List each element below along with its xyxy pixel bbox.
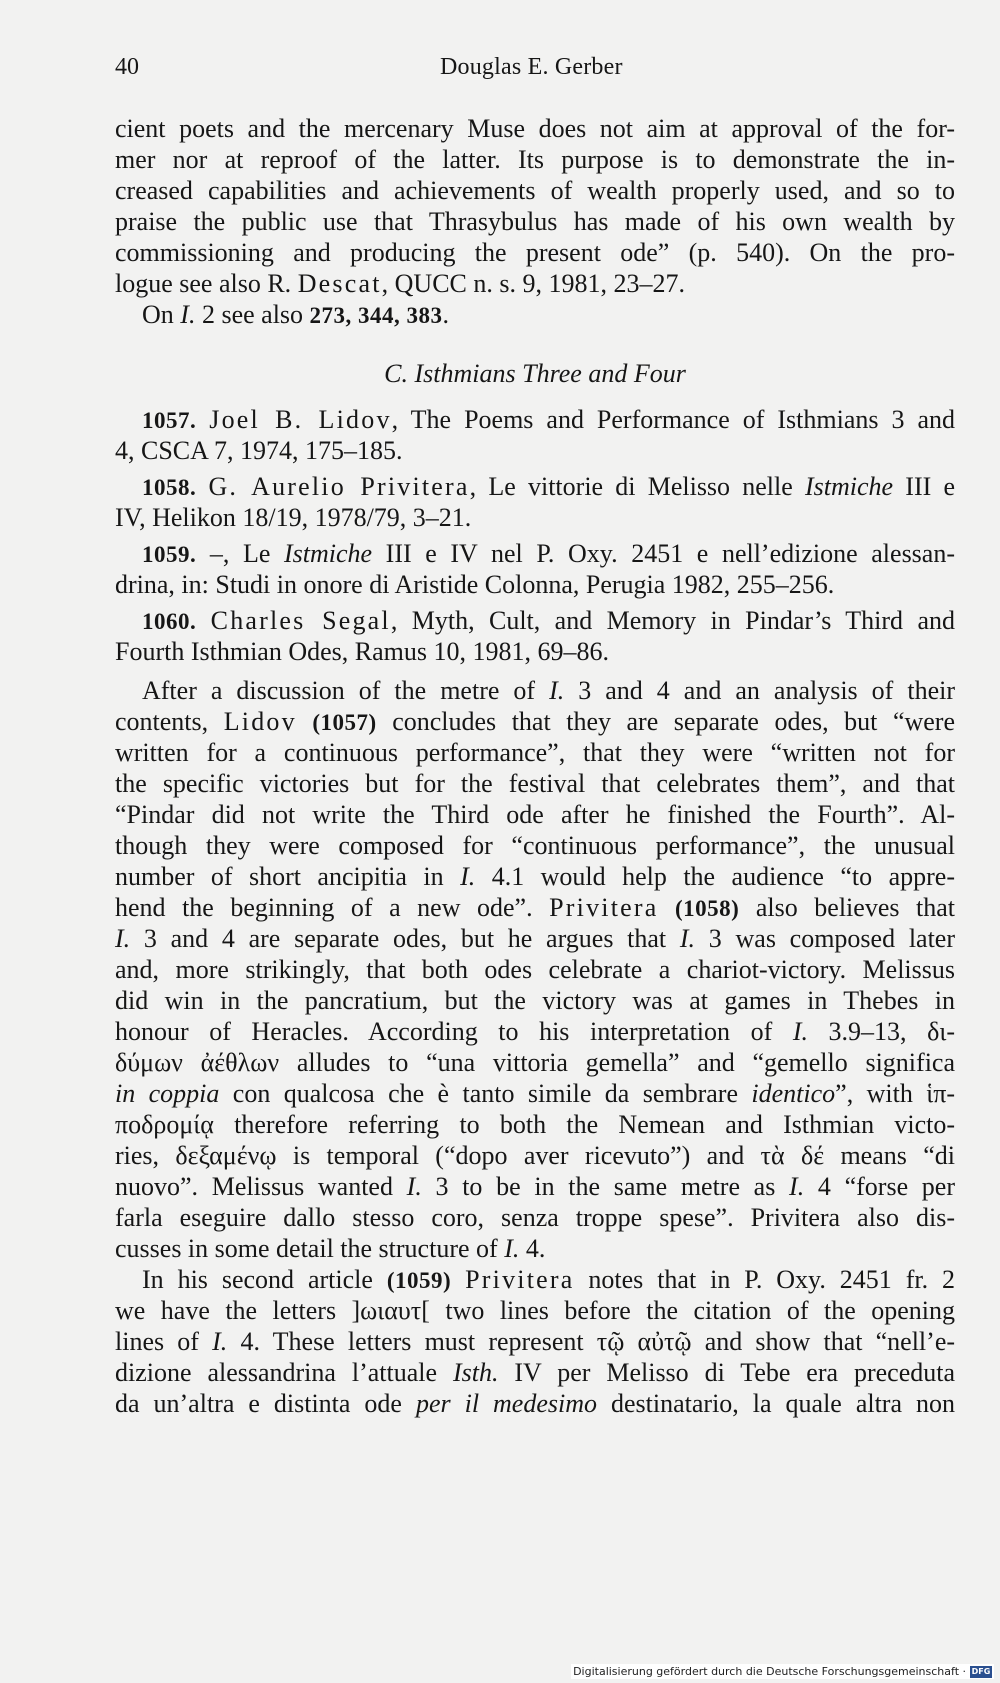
text-line: [115, 1171, 955, 1202]
paragraph: [115, 675, 955, 1264]
text-span: 4 “forse per: [804, 1172, 955, 1201]
text-span: Istmiche: [804, 472, 894, 501]
text-span: 3 and 4 are separate odes, but he argues that: [130, 924, 680, 953]
text-span: IV per Melisso di Tebe era preceduta: [498, 1358, 955, 1387]
text-span: con qualcosa che è tanto simile da sembrare: [219, 1079, 752, 1108]
text-line: [115, 1326, 955, 1357]
text-span: , Myth, Cult, and Memory in Pindar’s Third and: [390, 606, 955, 635]
text-span: 4.: [519, 1234, 546, 1263]
text-line: though they were composed for “continuous performance”, the unusual: [115, 831, 955, 860]
text-line: [115, 1264, 955, 1295]
running-head: Douglas E. Gerber: [440, 54, 623, 80]
text-line: Fourth Isthmian Odes, Ramus 10, 1981, 69–86.: [115, 637, 609, 666]
text-span: , Le vittorie di Melisso nelle: [469, 472, 805, 501]
page-header: [115, 54, 955, 90]
text-line: [115, 1016, 955, 1047]
text-line: written for a continuous performance”, that they were “written not for: [115, 738, 955, 767]
text-line: ries, δεξαμένῳ is temporal (“dopo aver ricevuto”) and τὰ δέ means “di: [115, 1141, 955, 1170]
entry-number: 1058.: [142, 475, 197, 500]
text-line: [115, 299, 955, 330]
author-name: Lidov: [223, 707, 297, 736]
digitization-credit: [571, 1664, 994, 1679]
text-span: cusses in some detail the structure of: [115, 1234, 505, 1263]
ode-reference: I.: [180, 300, 196, 329]
text-line: commissioning and producing the present ode” (p. 540). On the pro-: [115, 238, 955, 267]
text-line: creased capabilities and achievements of wealth properly used, and so to: [115, 176, 955, 205]
text-span: lines of: [115, 1327, 213, 1356]
entry-number-ref: (1057): [312, 710, 377, 735]
text-span: da un’altra e distinta ode: [115, 1389, 416, 1418]
ode-reference: I.: [679, 924, 696, 953]
text-span: On: [142, 300, 181, 329]
text-line: δύμων ἀέθλων alludes to “una vittoria gemella” and “gemello significa: [115, 1048, 955, 1077]
text-span: 3.9–13, δι-: [807, 1017, 956, 1046]
text-span: nuovo”. Melissus wanted: [115, 1172, 407, 1201]
entry-number: 1060.: [142, 609, 197, 634]
text-span: III e IV nel P. Oxy. 2451 e nell’edizione alessan-: [372, 539, 956, 568]
text-line: and, more strikingly, that both odes celebrate a chariot-victory. Melissus: [115, 955, 955, 984]
text-span: ”, with ἱπ-: [835, 1079, 955, 1108]
text-line: [115, 706, 955, 737]
section-heading: C. Isthmians Three and Four: [384, 359, 686, 388]
text-span: [297, 707, 313, 736]
ode-reference: I.: [792, 1017, 808, 1046]
text-line: [115, 1388, 955, 1419]
text-line: cient poets and the mercenary Muse does not aim at approval of the for-: [115, 114, 955, 143]
bibliography-entry: [115, 605, 955, 667]
text-line: “Pindar did not write the Third ode after he finished the Fourth”. Al-: [115, 800, 955, 829]
text-span: 3 was composed later: [695, 924, 956, 953]
text-span: honour of Heracles. According to his interpretation of: [115, 1017, 793, 1046]
author-name: Privitera: [549, 893, 659, 922]
author-name: Privitera: [465, 1265, 575, 1294]
text-line: [115, 1357, 955, 1388]
entry-number-ref: (1058): [675, 896, 740, 921]
entry-number: 1059.: [142, 542, 197, 567]
text-line: did win in the pancratium, but the victory was at games in Thebes in: [115, 986, 955, 1015]
entry-number-refs: 273, 344, 383: [309, 303, 443, 328]
text-span: notes that in P. Oxy. 2451 fr. 2: [574, 1265, 956, 1294]
text-line: [115, 404, 955, 435]
dfg-logo-icon: DFG: [971, 1666, 991, 1676]
text-span: [451, 1265, 465, 1294]
text-span: .: [442, 300, 450, 329]
ode-reference: I.: [549, 676, 565, 705]
text-line: [115, 675, 955, 706]
text-line: [115, 471, 955, 502]
text-span: 3 and 4 and an analysis of their: [564, 676, 955, 705]
text-span: , The Poems and Performance of Isthmians 3 and: [391, 405, 955, 434]
text-span: logue see also R.: [115, 269, 298, 298]
text-span: In his second article: [142, 1265, 387, 1294]
text-line: [115, 538, 955, 569]
text-span: identico: [751, 1079, 836, 1108]
text-line: [115, 1078, 955, 1109]
text-span: per il medesimo: [415, 1389, 598, 1418]
text-line: 4, CSCA 7, 1974, 175–185.: [115, 436, 403, 465]
text-span: concludes that they are separate odes, but “were: [376, 707, 955, 736]
text-line: we have the letters ]ωιαυτ[ two lines before the citation of the opening: [115, 1296, 955, 1325]
ode-reference: I.: [504, 1234, 520, 1263]
text-line: IV, Helikon 18/19, 1978/79, 3–21.: [115, 503, 472, 532]
text-line: [115, 892, 955, 923]
text-span: hend the beginning of a new ode”.: [115, 893, 550, 922]
page-body: [115, 113, 955, 1419]
text-span: , QUCC n. s. 9, 1981, 23–27.: [381, 269, 685, 298]
text-span: Isth.: [452, 1358, 499, 1387]
author-name: Joel B. Lidov: [209, 405, 392, 434]
text-span: 2 see also: [195, 300, 310, 329]
text-line: [115, 1233, 955, 1264]
text-line: [115, 923, 955, 954]
text-span: destinatario, la quale altra non: [597, 1389, 955, 1418]
entry-number: 1057.: [142, 408, 197, 433]
paragraph: [115, 1264, 955, 1419]
ode-reference: I.: [115, 924, 131, 953]
text-span: After a discussion of the metre of: [142, 676, 550, 705]
bibliography-entry: [115, 471, 955, 533]
text-span: 4.1 would help the audience “to appre-: [475, 862, 955, 891]
text-line: praise the public use that Thrasybulus has made of his own wealth by: [115, 207, 955, 236]
text-line: farla eseguire dallo stesso coro, senza troppe spese”. Privitera also dis-: [115, 1203, 955, 1232]
author-name: Charles Segal: [210, 606, 391, 635]
author-name: Descat: [297, 269, 382, 298]
ode-reference: I.: [789, 1172, 805, 1201]
text-line: drina, in: Studi in onore di Aristide Colonna, Perugia 1982, 255–256.: [115, 570, 835, 599]
text-span: [658, 893, 675, 922]
ode-reference: I.: [460, 862, 476, 891]
bibliography-entry: [115, 404, 955, 466]
text-span: –, Le: [196, 539, 284, 568]
credit-text: Digitalisierung gefördert durch die Deutsche Forschungsgemeinschaft ·: [573, 1665, 966, 1678]
bibliography-entry: [115, 538, 955, 600]
text-line: [115, 268, 955, 299]
text-span: 4. These letters must represent τῷ αὐτῷ and show that “nell’e-: [227, 1327, 956, 1356]
text-line: mer nor at reproof of the latter. Its purpose is to demonstrate the in-: [115, 145, 955, 174]
text-span: III e: [893, 472, 955, 501]
page-number: 40: [115, 54, 139, 80]
ode-reference: I.: [406, 1172, 422, 1201]
ode-reference: I.: [212, 1327, 228, 1356]
text-line: [115, 605, 955, 636]
text-line: the specific victories but for the festival that celebrates them”, and that: [115, 769, 955, 798]
text-span: dizione alessandrina l’attuale: [115, 1358, 453, 1387]
entry-number-ref: (1059): [386, 1268, 452, 1293]
text-span: in coppia: [115, 1079, 220, 1108]
text-span: contents,: [115, 707, 224, 736]
text-span: Istmiche: [283, 539, 373, 568]
text-span: number of short ancipitia in: [115, 862, 461, 891]
text-line: [115, 861, 955, 892]
author-name: G. Aurelio Privitera: [208, 472, 470, 501]
text-span: also believes that: [739, 893, 956, 922]
text-line: ποδρομίᾳ therefore referring to both the Nemean and Isthmian victo-: [115, 1110, 955, 1139]
text-span: 3 to be in the same metre as: [421, 1172, 790, 1201]
